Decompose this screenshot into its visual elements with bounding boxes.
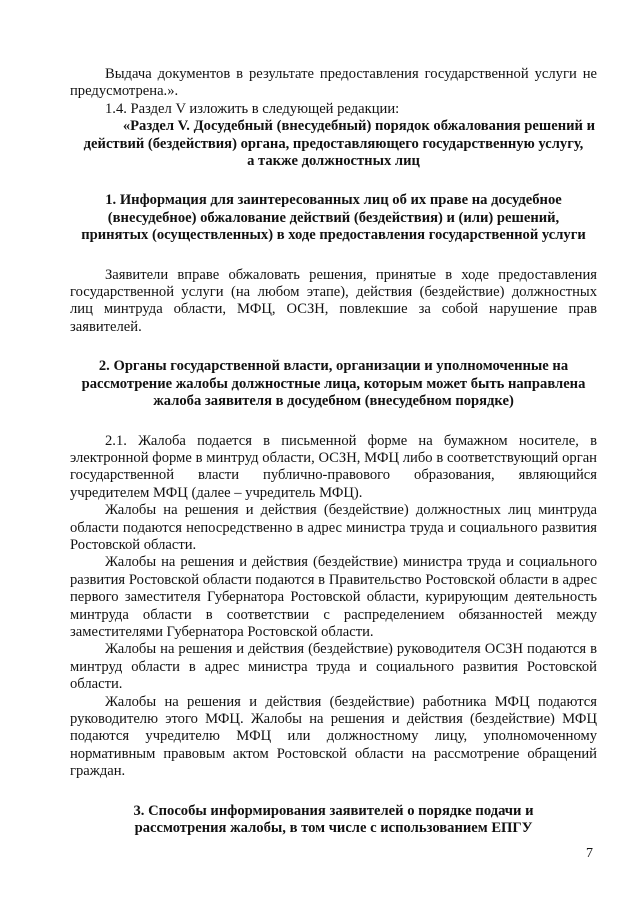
section-2-heading-line-1: 2. Органы государственной власти, организации и уполномоченные на (98, 358, 569, 375)
section-2-paragraph-2: Жалобы на решения и действия (бездействие) должностных лиц минтруда области подаются непосредственно в адрес министра труда и социального развития Ростовской области. (70, 502, 597, 553)
document-page (70, 66, 597, 837)
section-1-heading-line-2: (внесудебное) обжалование действий (бездействия) и (или) решений, (107, 209, 560, 226)
section-v-title-line-3: а также должностных лиц (247, 153, 420, 170)
page-number: 7 (586, 846, 593, 861)
section-v-title-line-1: «Раздел V. Досудебный (внесудебный) порядок обжалования решений и (122, 118, 595, 135)
section-1-heading-line-1: 1. Информация для заинтересованных лиц об их праве на досудебное (105, 192, 562, 209)
spacer (70, 781, 597, 803)
section-2-heading-line-3: жалоба заявителя в досудебном (внесудебном порядке) (153, 393, 514, 410)
spacer (70, 336, 597, 358)
spacer (70, 411, 597, 433)
section-3-heading-line-1: 3. Способы информирования заявителей о порядке подачи и (133, 802, 534, 819)
section-2-paragraph-4: Жалобы на решения и действия (бездействие) руководителя ОСЗН подаются в минтруд области в адрес министра труда и социального развития Ростовской области. (70, 641, 597, 693)
spacer (70, 245, 597, 267)
spacer (70, 170, 597, 192)
section-1-heading-line-3: принятых (осуществленных) в ходе предоставления государственной услуги (81, 227, 586, 244)
section-2-heading-line-2: рассмотрение жалобы должностные лица, которым может быть направлена (81, 375, 586, 392)
section-1-paragraph: Заявители вправе обжаловать решения, принятые в ходе предоставления государственной услуги (на любом этапе), действия (бездействие) должностных лиц минтруда области, МФЦ, ОСЗН, повлекшие за собой нарушение прав заявителей. (70, 266, 597, 335)
section-3-heading-line-2: рассмотрения жалобы, в том числе с использованием ЕПГУ (134, 820, 533, 837)
section-2-paragraph-3: Жалобы на решения и действия (бездействие) министра труда и социального развития Ростовской области подаются в Правительство Ростовской области в адрес первого заместителя Губернатора Ростовской области, курирующим деятельность минтруда области в соответствии с распределением обязанностей между заместителями Губернатора Ростовской области. (70, 554, 597, 640)
section-v-title-line-2: действий (бездействия) органа, предоставляющего государственную услугу, (83, 135, 584, 152)
intro-paragraph-1: Выдача документов в результате предоставления государственной услуги не предусмотрена.». (70, 66, 597, 100)
intro-paragraph-2: 1.4. Раздел V изложить в следующей редакции: (105, 100, 400, 117)
section-2-paragraph-1: 2.1. Жалоба подается в письменной форме на бумажном носителе, в электронной форме в минтруд области, ОСЗН, МФЦ либо в соответствующий орган государственной власти публично-правового образования, являющийся учредителем МФЦ (далее – учредитель МФЦ). (70, 432, 597, 501)
section-2-paragraph-5: Жалобы на решения и действия (бездействие) работника МФЦ подаются руководителю этого МФЦ. Жалобы на решения и действия (бездействие) МФЦ подаются учредителю МФЦ или должностному лицу, уполномоченному нормативным правовым актом Ростовской области на рассмотрение обращений граждан. (70, 693, 597, 780)
